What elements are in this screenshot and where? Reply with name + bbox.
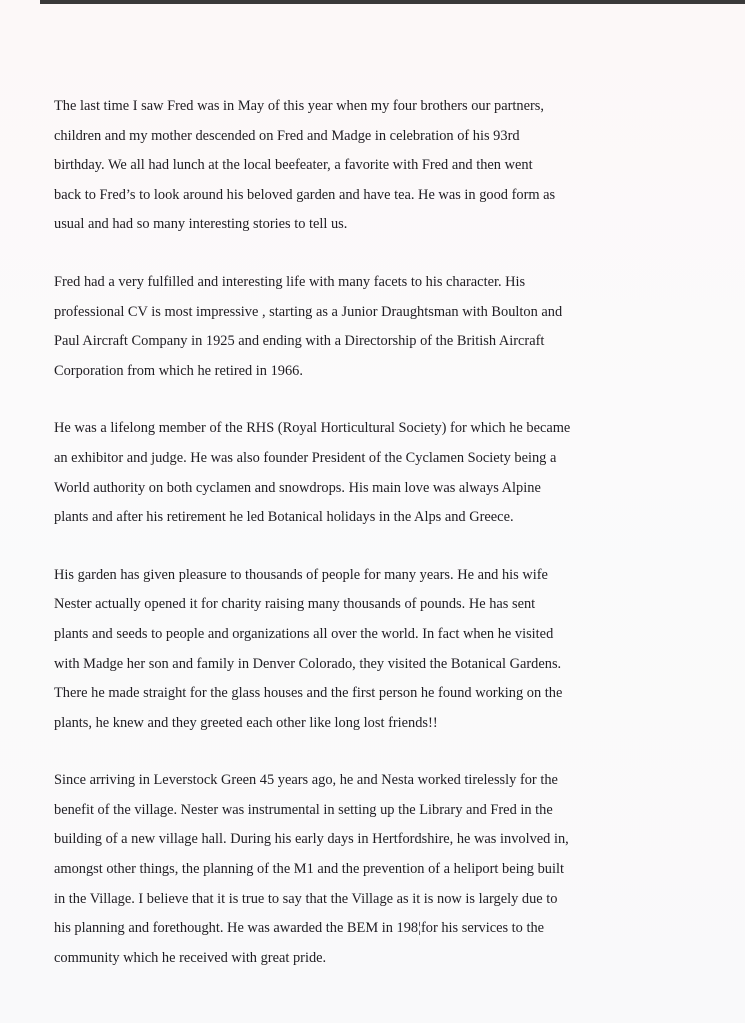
text-line: community which he received with great pride. — [54, 949, 327, 966]
text-line: building of a new village hall. During his early days in Hertfordshire, he was involved in, — [54, 831, 569, 848]
paragraph-horticulture — [54, 414, 694, 532]
text-line: World authority on both cyclamen and snowdrops. His main love was always Alpine — [54, 479, 541, 496]
text-line: children and my mother descended on Fred and Madge in celebration of his 93rd — [54, 127, 520, 144]
text-line: His garden has given pleasure to thousands of people for many years. He and his wife — [54, 566, 548, 583]
text-line: professional CV is most impressive , starting as a Junior Draughtsman with Boulton and — [54, 303, 563, 320]
paragraph-village — [54, 766, 694, 973]
text-line: plants and seeds to people and organizations all over the world. In fact when he visited — [54, 625, 554, 642]
text-line: plants, he knew and they greeted each other like long lost friends!! — [54, 714, 438, 731]
text-line: The last time I saw Fred was in May of this year when my four brothers our partners, — [54, 98, 544, 114]
letter-body — [54, 92, 694, 1001]
text-line: There he made straight for the glass houses and the first person he found working on the — [54, 685, 563, 702]
text-line: plants and after his retirement he led Botanical holidays in the Alps and Greece. — [54, 509, 514, 526]
text-line: Since arriving in Leverstock Green 45 years ago, he and Nesta worked tirelessly for the — [54, 772, 558, 789]
page-top-edge — [40, 0, 745, 4]
text-line: benefit of the village. Nester was instrumental in setting up the Library and Fred in the — [54, 801, 553, 818]
text-line: with Madge her son and family in Denver Colorado, they visited the Botanical Gardens. — [54, 655, 562, 672]
text-line: an exhibitor and judge. He was also founder President of the Cyclamen Society being a — [54, 449, 557, 466]
text-line: Nester actually opened it for charity raising many thousands of pounds. He has sent — [54, 596, 536, 613]
paragraph-garden — [54, 561, 694, 739]
text-line: Corporation from which he retired in 1966. — [54, 362, 303, 379]
text-line: his planning and forethought. He was awarded the BEM in 198¦for his services to the — [54, 920, 545, 937]
text-line: birthday. We all had lunch at the local beefeater, a favorite with Fred and then went — [54, 157, 533, 174]
text-line: back to Fred’s to look around his beloved garden and have tea. He was in good form as — [54, 186, 556, 203]
paragraph-career — [54, 268, 694, 386]
text-line: usual and had so many interesting stories to tell us. — [54, 216, 348, 233]
text-line: Paul Aircraft Company in 1925 and ending with a Directorship of the British Aircraft — [54, 333, 545, 350]
text-line: amongst other things, the planning of the M1 and the prevention of a heliport being built — [54, 861, 564, 878]
text-line: Fred had a very fulfilled and interesting life with many facets to his character. His — [54, 273, 526, 290]
text-line: He was a lifelong member of the RHS (Royal Horticultural Society) for which he became — [54, 420, 571, 437]
paragraph-birthday — [54, 92, 694, 240]
text-line: in the Village. I believe that it is true to say that the Village as it is now is largely due to — [54, 890, 558, 907]
